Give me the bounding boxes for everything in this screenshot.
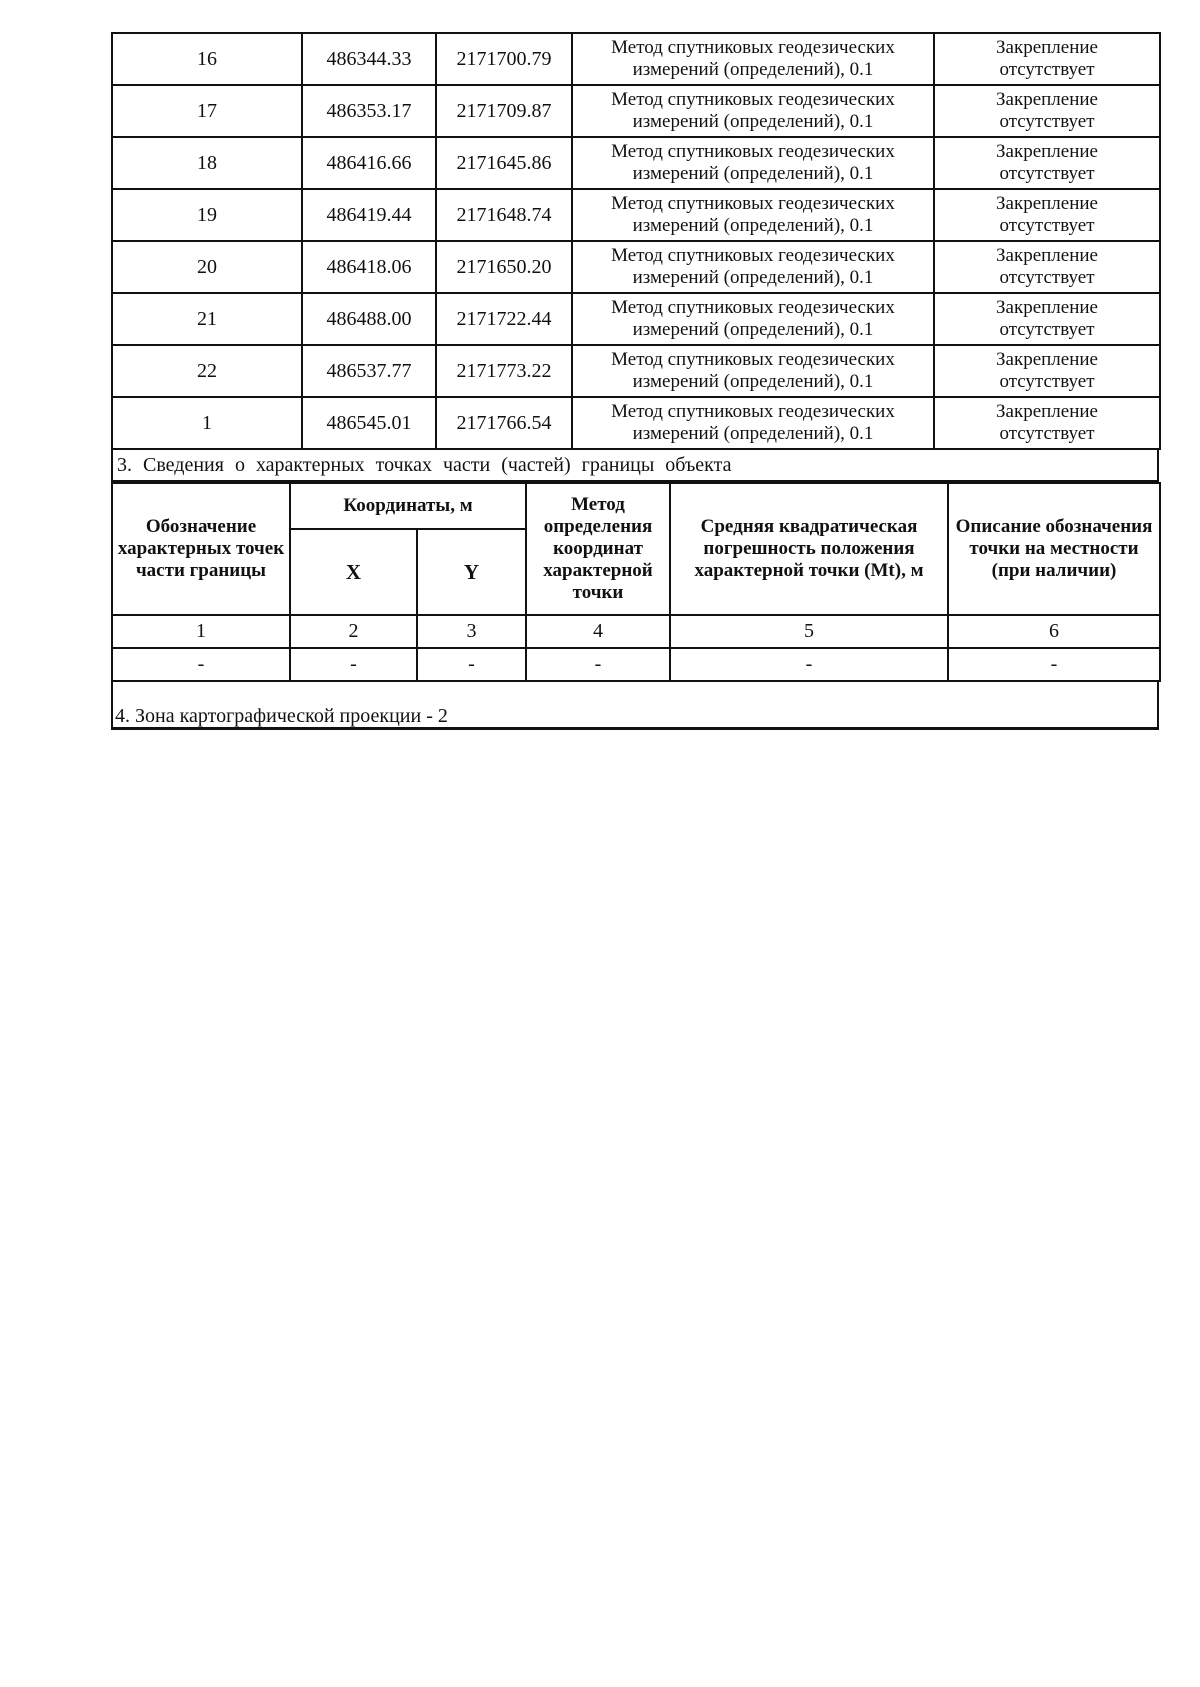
fixation-line: отсутствует xyxy=(999,163,1095,184)
fixation-line: Закрепление xyxy=(996,297,1098,318)
point-number: 22 xyxy=(112,345,302,397)
point-number: 20 xyxy=(112,241,302,293)
section3-table xyxy=(111,482,1161,682)
method-line: измерений (определений), 0.1 xyxy=(632,163,874,184)
coord-x: 486545.01 xyxy=(302,397,436,449)
coord-y: 2171650.20 xyxy=(436,241,572,293)
method-cell xyxy=(572,397,934,449)
coord-x: 486418.06 xyxy=(302,241,436,293)
point-number: 19 xyxy=(112,189,302,241)
point-number: 21 xyxy=(112,293,302,345)
fixation-line: Закрепление xyxy=(996,401,1098,422)
data-cell: - xyxy=(948,648,1160,681)
points-table-body xyxy=(112,33,1160,449)
header-method: Метод определения координат характерной точки xyxy=(526,483,670,615)
fixation-line: Закрепление xyxy=(996,89,1098,110)
header-coords: Координаты, м xyxy=(290,483,526,529)
method-line: Метод спутниковых геодезических xyxy=(611,89,895,110)
fixation-cell xyxy=(934,85,1160,137)
header-x: X xyxy=(290,529,417,615)
method-line: измерений (определений), 0.1 xyxy=(632,215,874,236)
fixation-line: отсутствует xyxy=(999,59,1095,80)
header-mt: Средняя квадратическая погрешность положения характерной точки (Mt), м xyxy=(670,483,948,615)
table-row xyxy=(112,293,1160,345)
fixation-line: отсутствует xyxy=(999,111,1095,132)
column-numbers-row xyxy=(112,615,1160,648)
data-cell: - xyxy=(670,648,948,681)
method-cell xyxy=(572,189,934,241)
method-line: Метод спутниковых геодезических xyxy=(611,401,895,422)
table-row xyxy=(112,189,1160,241)
coord-y: 2171645.86 xyxy=(436,137,572,189)
point-number: 1 xyxy=(112,397,302,449)
header-y: Y xyxy=(417,529,526,615)
data-cell: - xyxy=(112,648,290,681)
point-number: 17 xyxy=(112,85,302,137)
header-description: Описание обозначения точки на местности (при наличии) xyxy=(948,483,1160,615)
coord-x: 486353.17 xyxy=(302,85,436,137)
coord-y: 2171700.79 xyxy=(436,33,572,85)
method-cell xyxy=(572,137,934,189)
coord-x: 486488.00 xyxy=(302,293,436,345)
section3-header-row-1 xyxy=(112,483,1160,529)
method-line: измерений (определений), 0.1 xyxy=(632,59,874,80)
method-line: измерений (определений), 0.1 xyxy=(632,371,874,392)
coord-x: 486537.77 xyxy=(302,345,436,397)
header-designation: Обозначение характерных точек части границы xyxy=(112,483,290,615)
method-line: Метод спутниковых геодезических xyxy=(611,245,895,266)
fixation-line: Закрепление xyxy=(996,37,1098,58)
data-cell: - xyxy=(290,648,417,681)
column-number: 3 xyxy=(417,615,526,648)
section3-data-row xyxy=(112,648,1160,681)
point-number: 18 xyxy=(112,137,302,189)
fixation-cell xyxy=(934,33,1160,85)
method-cell xyxy=(572,33,934,85)
method-line: измерений (определений), 0.1 xyxy=(632,319,874,340)
section4-block xyxy=(111,682,1159,730)
fixation-line: отсутствует xyxy=(999,215,1095,236)
coord-y: 2171648.74 xyxy=(436,189,572,241)
table-row xyxy=(112,85,1160,137)
method-line: Метод спутниковых геодезических xyxy=(611,349,895,370)
coord-y: 2171766.54 xyxy=(436,397,572,449)
fixation-line: отсутствует xyxy=(999,423,1095,444)
document-sheet xyxy=(111,32,1159,730)
column-number: 6 xyxy=(948,615,1160,648)
coord-x: 486419.44 xyxy=(302,189,436,241)
fixation-cell xyxy=(934,137,1160,189)
points-table xyxy=(111,32,1161,450)
coord-x: 486344.33 xyxy=(302,33,436,85)
fixation-cell xyxy=(934,397,1160,449)
table-row xyxy=(112,241,1160,293)
fixation-cell xyxy=(934,241,1160,293)
coord-y: 2171773.22 xyxy=(436,345,572,397)
section4-text: 4. Зона картографической проекции - 2 xyxy=(115,705,448,727)
column-number: 5 xyxy=(670,615,948,648)
table-row xyxy=(112,33,1160,85)
method-line: Метод спутниковых геодезических xyxy=(611,37,895,58)
data-cell: - xyxy=(417,648,526,681)
method-cell xyxy=(572,293,934,345)
table-row xyxy=(112,397,1160,449)
method-line: Метод спутниковых геодезических xyxy=(611,141,895,162)
column-number: 2 xyxy=(290,615,417,648)
point-number: 16 xyxy=(112,33,302,85)
method-line: измерений (определений), 0.1 xyxy=(632,111,874,132)
column-number: 1 xyxy=(112,615,290,648)
fixation-cell xyxy=(934,293,1160,345)
fixation-line: отсутствует xyxy=(999,371,1095,392)
method-line: измерений (определений), 0.1 xyxy=(632,267,874,288)
coord-y: 2171722.44 xyxy=(436,293,572,345)
coord-x: 486416.66 xyxy=(302,137,436,189)
method-line: измерений (определений), 0.1 xyxy=(632,423,874,444)
section3-title: 3. Сведения о характерных точках части (частей) границы объекта xyxy=(111,450,1159,482)
fixation-cell xyxy=(934,189,1160,241)
coord-y: 2171709.87 xyxy=(436,85,572,137)
method-cell xyxy=(572,241,934,293)
method-cell xyxy=(572,85,934,137)
fixation-line: отсутствует xyxy=(999,319,1095,340)
table-row xyxy=(112,345,1160,397)
method-line: Метод спутниковых геодезических xyxy=(611,297,895,318)
method-cell xyxy=(572,345,934,397)
column-number: 4 xyxy=(526,615,670,648)
fixation-cell xyxy=(934,345,1160,397)
method-line: Метод спутниковых геодезических xyxy=(611,193,895,214)
data-cell: - xyxy=(526,648,670,681)
fixation-line: отсутствует xyxy=(999,267,1095,288)
fixation-line: Закрепление xyxy=(996,141,1098,162)
table-row xyxy=(112,137,1160,189)
fixation-line: Закрепление xyxy=(996,349,1098,370)
fixation-line: Закрепление xyxy=(996,245,1098,266)
fixation-line: Закрепление xyxy=(996,193,1098,214)
